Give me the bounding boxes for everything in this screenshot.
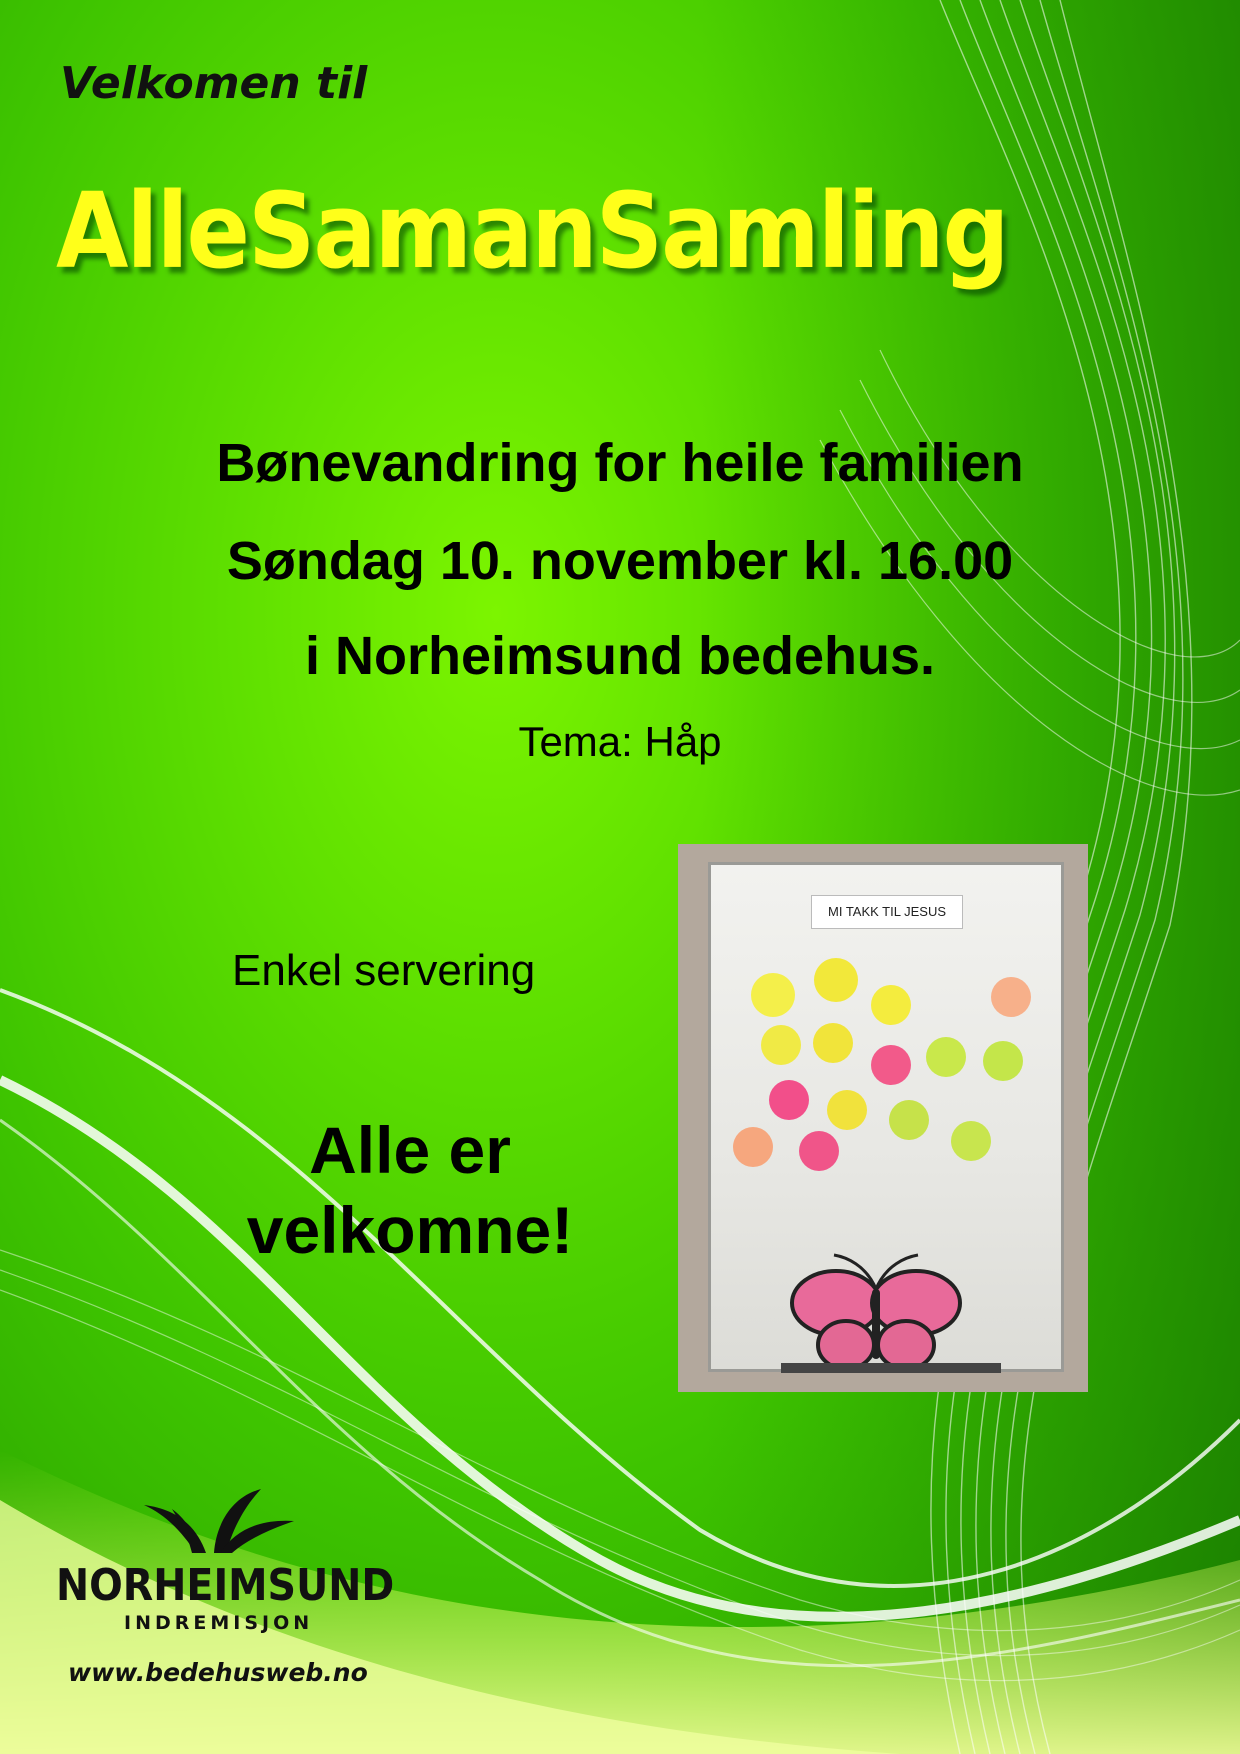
org-name: NORHEIMSUND xyxy=(56,1560,395,1611)
event-theme: Tema: Håp xyxy=(518,718,722,765)
welcome-all-line1: Alle er xyxy=(309,1113,511,1187)
event-date: Søndag 10. november kl. 16.00 xyxy=(226,531,1014,591)
event-title: Bønevandring for heile familien xyxy=(216,433,1024,493)
welcome-text: Velkomen til xyxy=(60,58,368,109)
website-link[interactable]: www.bedehusweb.no xyxy=(68,1658,368,1687)
event-location: i Norheimsund bedehus. xyxy=(304,626,936,686)
welcome-all-line2: velkomne! xyxy=(246,1193,574,1267)
leaf-icon xyxy=(136,1485,296,1555)
whiteboard-photo xyxy=(678,844,1088,1392)
whiteboard-sign: MI TAKK TIL JESUS xyxy=(811,895,963,929)
welcome-all xyxy=(160,1110,660,1270)
whiteboard-tray xyxy=(781,1363,1001,1373)
whiteboard xyxy=(708,862,1064,1372)
headline: AlleSamanSamling xyxy=(56,170,1008,292)
org-subtitle: INDREMISJON xyxy=(124,1612,314,1634)
serving-text: Enkel servering xyxy=(232,946,536,995)
butterfly-icon xyxy=(711,865,1067,1375)
